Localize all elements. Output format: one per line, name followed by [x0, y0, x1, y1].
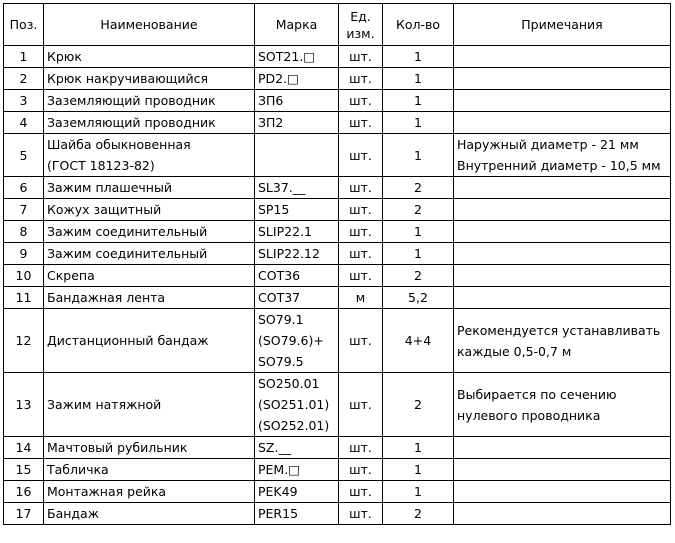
cell-mark: PEK49 [255, 481, 339, 503]
cell-qty: 1 [383, 221, 454, 243]
cell-qty: 1 [383, 481, 454, 503]
cell-pos: 5 [4, 134, 44, 177]
cell-unit: шт. [339, 265, 383, 287]
cell-qty: 2 [383, 265, 454, 287]
cell-pos: 10 [4, 265, 44, 287]
cell-name: Зажим соединительный [44, 221, 255, 243]
table-row [4, 481, 671, 503]
cell-mark: PD2.□ [255, 68, 339, 90]
cell-name: Табличка [44, 459, 255, 481]
cell-pos: 13 [4, 373, 44, 437]
header-unit: Ед. изм. [339, 4, 383, 46]
cell-note [454, 221, 671, 243]
cell-unit: шт. [339, 221, 383, 243]
cell-name: Заземляющий проводник [44, 90, 255, 112]
specification-table [3, 3, 671, 525]
cell-note [454, 112, 671, 134]
cell-mark: SLIP22.1 [255, 221, 339, 243]
cell-qty: 1 [383, 68, 454, 90]
cell-pos: 17 [4, 503, 44, 525]
cell-pos: 8 [4, 221, 44, 243]
cell-mark: PEM.□ [255, 459, 339, 481]
cell-qty: 1 [383, 112, 454, 134]
cell-mark [255, 134, 339, 177]
cell-note [454, 68, 671, 90]
cell-name: Заземляющий проводник [44, 112, 255, 134]
cell-unit: шт. [339, 243, 383, 265]
table-row [4, 309, 671, 373]
cell-qty: 1 [383, 90, 454, 112]
table-row [4, 221, 671, 243]
cell-mark: SLIP22.12 [255, 243, 339, 265]
cell-pos: 14 [4, 437, 44, 459]
cell-mark: SOT21.□ [255, 46, 339, 68]
cell-pos: 1 [4, 46, 44, 68]
cell-unit: шт. [339, 437, 383, 459]
cell-note: Наружный диаметр - 21 мм Внутренний диаметр - 10,5 мм [454, 134, 671, 177]
cell-name: Бандажная лента [44, 287, 255, 309]
header-note: Примечания [454, 4, 671, 46]
cell-mark: SL37.__ [255, 177, 339, 199]
cell-qty: 2 [383, 373, 454, 437]
cell-pos: 12 [4, 309, 44, 373]
cell-pos: 2 [4, 68, 44, 90]
cell-unit: шт. [339, 90, 383, 112]
cell-pos: 4 [4, 112, 44, 134]
cell-pos: 11 [4, 287, 44, 309]
cell-note [454, 503, 671, 525]
cell-pos: 7 [4, 199, 44, 221]
cell-note [454, 46, 671, 68]
table-row [4, 112, 671, 134]
cell-pos: 6 [4, 177, 44, 199]
header-mark: Марка [255, 4, 339, 46]
cell-mark: ЗП6 [255, 90, 339, 112]
header-pos: Поз. [4, 4, 44, 46]
cell-pos: 16 [4, 481, 44, 503]
cell-pos: 15 [4, 459, 44, 481]
cell-qty: 2 [383, 199, 454, 221]
cell-name: Скрепа [44, 265, 255, 287]
table-row [4, 459, 671, 481]
cell-mark: SZ.__ [255, 437, 339, 459]
cell-name: Зажим плашечный [44, 177, 255, 199]
cell-name: Шайба обыкновенная (ГОСТ 18123-82) [44, 134, 255, 177]
cell-mark: COT37 [255, 287, 339, 309]
cell-unit: шт. [339, 134, 383, 177]
cell-qty: 5,2 [383, 287, 454, 309]
cell-note [454, 265, 671, 287]
cell-name: Монтажная рейка [44, 481, 255, 503]
cell-note: Выбирается по сечению нулевого проводника [454, 373, 671, 437]
header-name: Наименование [44, 4, 255, 46]
cell-unit: шт. [339, 112, 383, 134]
header-qty: Кол-во [383, 4, 454, 46]
cell-qty: 1 [383, 437, 454, 459]
cell-unit: шт. [339, 503, 383, 525]
cell-pos: 3 [4, 90, 44, 112]
cell-mark: SO250.01 (SO251.01) (SO252.01) [255, 373, 339, 437]
table-row [4, 68, 671, 90]
table-row [4, 177, 671, 199]
cell-qty: 1 [383, 459, 454, 481]
cell-name: Кожух защитный [44, 199, 255, 221]
cell-mark: PER15 [255, 503, 339, 525]
cell-qty: 1 [383, 46, 454, 68]
cell-note [454, 90, 671, 112]
cell-qty: 2 [383, 503, 454, 525]
cell-name: Дистанционный бандаж [44, 309, 255, 373]
cell-qty: 1 [383, 243, 454, 265]
cell-mark: SO79.1 (SO79.6)+ SO79.5 [255, 309, 339, 373]
cell-name: Крюк [44, 46, 255, 68]
cell-note [454, 459, 671, 481]
cell-name: Мачтовый рубильник [44, 437, 255, 459]
cell-unit: шт. [339, 68, 383, 90]
cell-qty: 1 [383, 134, 454, 177]
header-row [4, 4, 671, 46]
cell-name: Бандаж [44, 503, 255, 525]
table-row [4, 90, 671, 112]
cell-qty: 2 [383, 177, 454, 199]
cell-name: Зажим соединительный [44, 243, 255, 265]
cell-pos: 9 [4, 243, 44, 265]
cell-note [454, 199, 671, 221]
cell-note [454, 243, 671, 265]
cell-unit: шт. [339, 199, 383, 221]
cell-mark: COT36 [255, 265, 339, 287]
table-row [4, 243, 671, 265]
cell-unit: м [339, 287, 383, 309]
cell-unit: шт. [339, 481, 383, 503]
table-row [4, 373, 671, 437]
cell-mark: SP15 [255, 199, 339, 221]
cell-unit: шт. [339, 373, 383, 437]
table-row [4, 503, 671, 525]
table-row [4, 134, 671, 177]
cell-qty: 4+4 [383, 309, 454, 373]
cell-unit: шт. [339, 459, 383, 481]
cell-unit: шт. [339, 46, 383, 68]
cell-name: Зажим натяжной [44, 373, 255, 437]
cell-note [454, 437, 671, 459]
cell-note [454, 177, 671, 199]
table-row [4, 437, 671, 459]
cell-unit: шт. [339, 177, 383, 199]
cell-note [454, 481, 671, 503]
cell-note: Рекомендуется устанавливать каждые 0,5-0,7 м [454, 309, 671, 373]
table-row [4, 287, 671, 309]
cell-note [454, 287, 671, 309]
table-body [4, 46, 671, 525]
cell-name: Крюк накручивающийся [44, 68, 255, 90]
table-row [4, 46, 671, 68]
table-row [4, 199, 671, 221]
table-row [4, 265, 671, 287]
cell-mark: ЗП2 [255, 112, 339, 134]
cell-unit: шт. [339, 309, 383, 373]
